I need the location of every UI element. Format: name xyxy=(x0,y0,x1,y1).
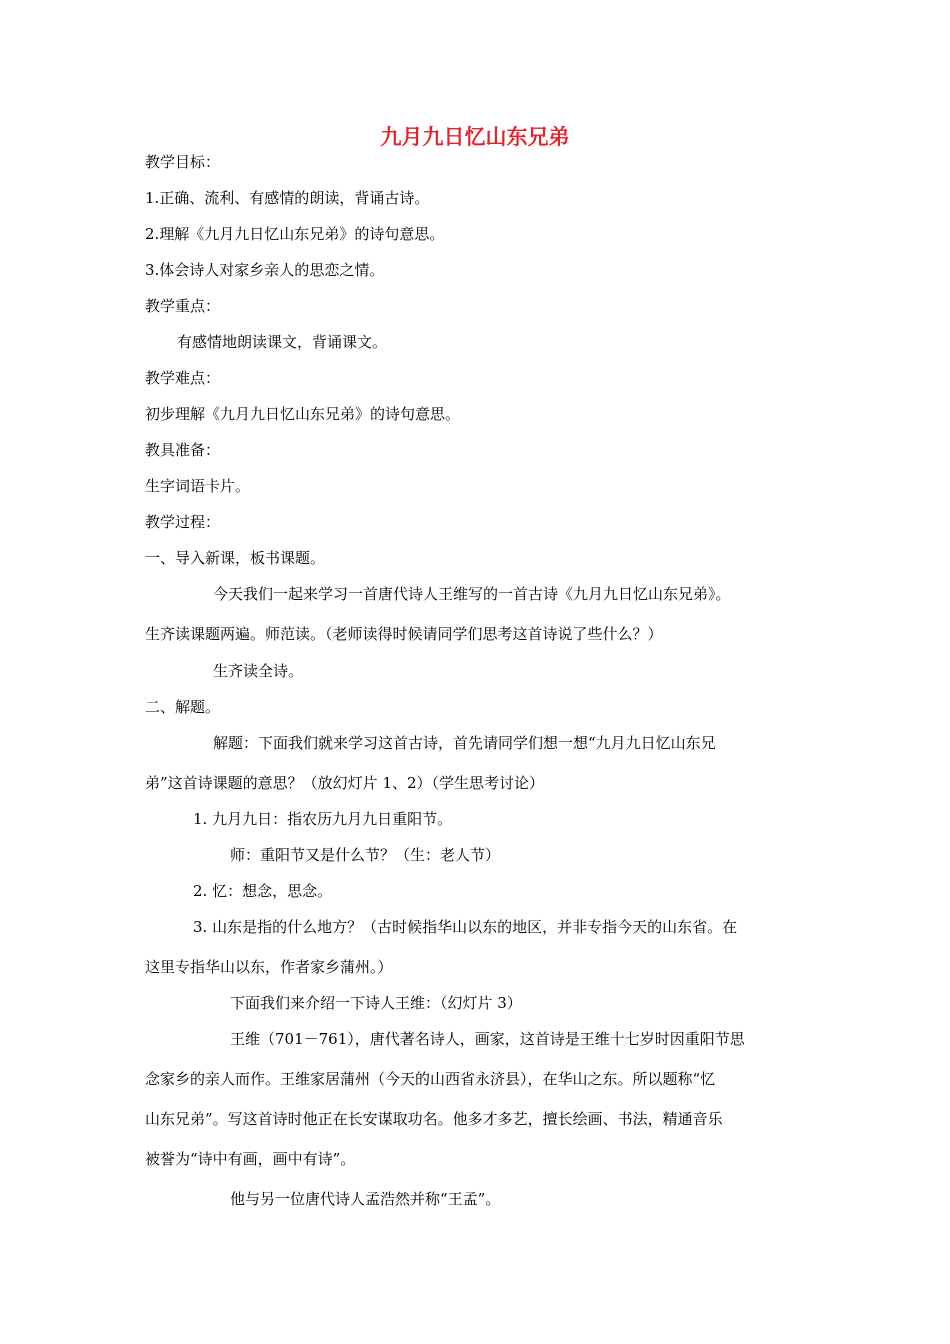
section-heading-difficulties: 教学难点： xyxy=(145,369,221,387)
materials-text: 生字词语卡片。 xyxy=(145,477,251,495)
paragraph-line: 这里专指华山以东，作者家乡蒲州。） xyxy=(145,958,393,976)
section-heading-process: 教学过程： xyxy=(145,513,221,531)
objective-item: 1.正确、流利、有感情的朗读，背诵古诗。 xyxy=(145,189,430,207)
paragraph-line: 被誉为“诗中有画，画中有诗”。 xyxy=(145,1150,356,1168)
paragraph-line: 念家乡的亲人而作。王维家居蒲州（今天的山西省永济县），在华山之东。所以题称“忆 xyxy=(145,1070,716,1088)
paragraph-line: 下面我们来介绍一下诗人王维：（幻灯片 3） xyxy=(230,994,522,1012)
paragraph-line: 生齐读全诗。 xyxy=(213,662,304,680)
section-heading-key-points: 教学重点： xyxy=(145,297,221,315)
paragraph-line: 解题：下面我们就来学习这首古诗，首先请同学们想一想“九月九日忆山东兄 xyxy=(213,734,716,752)
key-points-text: 有感情地朗读课文，背诵课文。 xyxy=(177,333,388,351)
list-item: 2. 忆：想念，思念。 xyxy=(193,882,333,900)
list-item: 3. 山东是指的什么地方？（古时候指华山以东的地区，并非专指今天的山东省。在 xyxy=(193,918,738,936)
step-heading: 二、解题。 xyxy=(145,698,221,716)
list-item: 1. 九月九日：指农历九月九日重阳节。 xyxy=(193,810,453,828)
page-title: 九月九日忆山东兄弟 xyxy=(380,125,570,149)
paragraph-line: 弟”这首诗课题的意思？（放幻灯片 1、2）（学生思考讨论） xyxy=(145,774,545,792)
paragraph-line: 他与另一位唐代诗人孟浩然并称“王孟”。 xyxy=(230,1190,501,1208)
difficulties-text: 初步理解《九月九日忆山东兄弟》的诗句意思。 xyxy=(145,405,461,423)
section-heading-objectives: 教学目标： xyxy=(145,153,221,171)
paragraph-line: 生齐读课题两遍。师范读。（老师读得时候请同学们思考这首诗说了些什么？） xyxy=(145,625,663,643)
section-heading-materials: 教具准备： xyxy=(145,441,221,459)
paragraph-line: 山东兄弟”。写这首诗时他正在长安谋取功名。他多才多艺，擅长绘画、书法，精通音乐 xyxy=(145,1110,723,1128)
paragraph-line: 师：重阳节又是什么节？（生：老人节） xyxy=(230,846,501,864)
paragraph-line: 今天我们一起来学习一首唐代诗人王维写的一首古诗《九月九日忆山东兄弟》。 xyxy=(213,585,731,603)
paragraph-line: 王维（701－761），唐代著名诗人，画家，这首诗是王维十七岁时因重阳节思 xyxy=(230,1030,745,1048)
step-heading: 一、导入新课，板书课题。 xyxy=(145,549,326,567)
objective-item: 2.理解《九月九日忆山东兄弟》的诗句意思。 xyxy=(145,225,445,243)
objective-item: 3.体会诗人对家乡亲人的思恋之情。 xyxy=(145,261,385,279)
